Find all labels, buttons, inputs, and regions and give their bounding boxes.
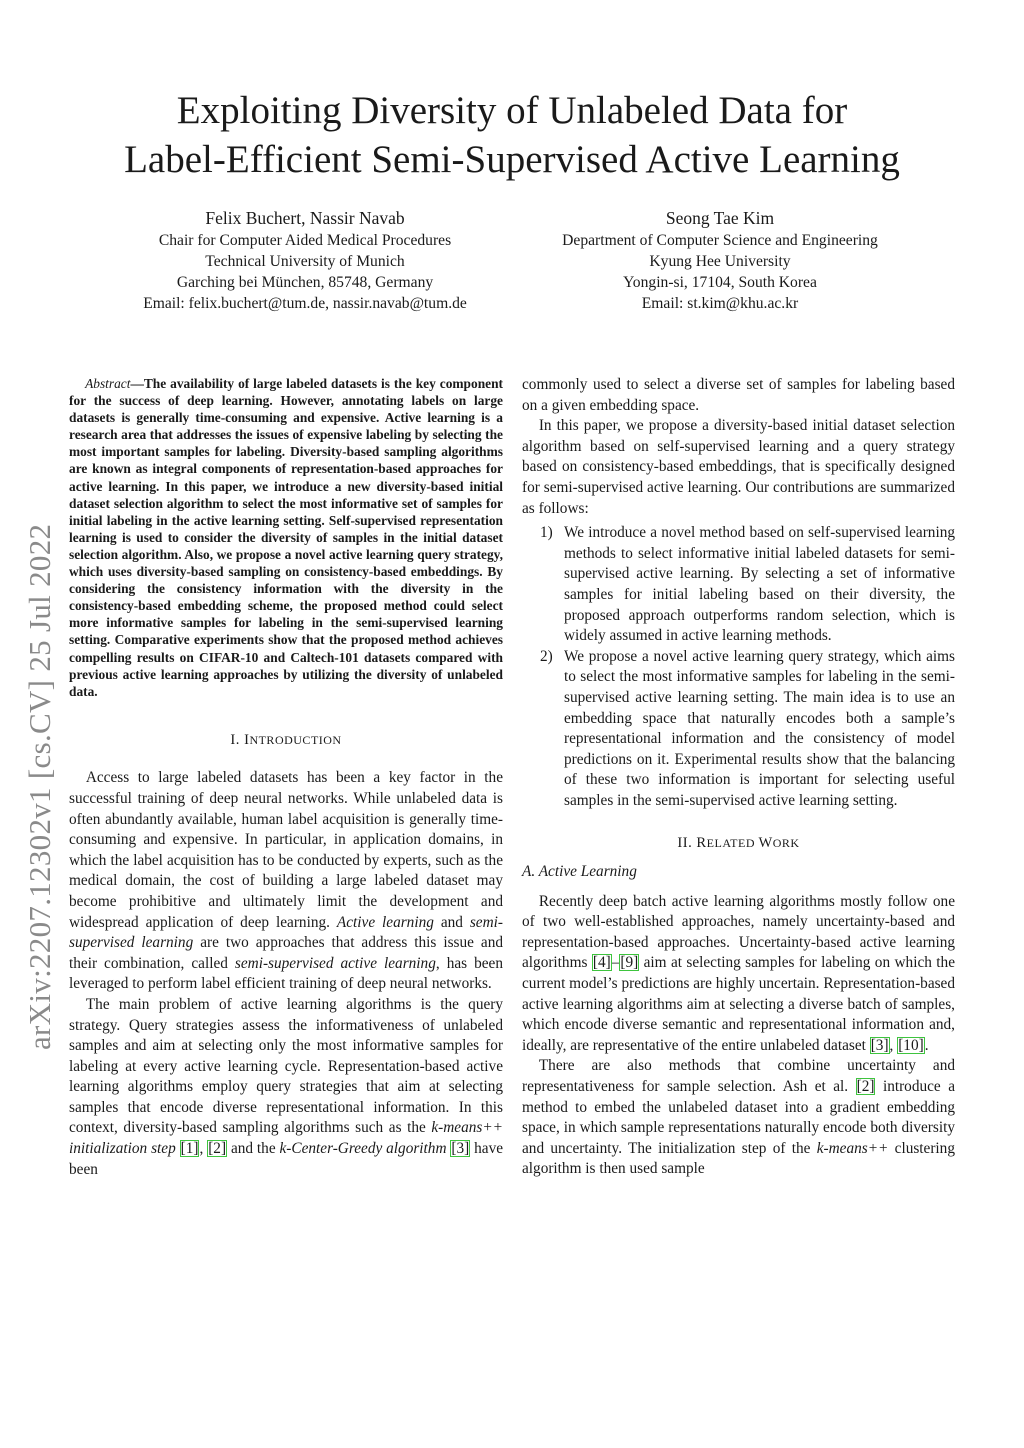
text-span: , xyxy=(199,1140,208,1158)
title-line-2: Label-Efficient Semi-Supervised Active Learning xyxy=(124,138,900,181)
affiliation-line: Yongin-si, 17104, South Korea xyxy=(623,274,817,291)
right-column xyxy=(522,375,955,1180)
subsection-heading-active-learning: A. Active Learning xyxy=(522,863,637,881)
text-span: are two approaches that address this issue and their combination, called xyxy=(69,934,503,972)
emphasis: semi-supervised active learning xyxy=(234,954,436,972)
citation-link[interactable]: [10] xyxy=(898,1036,924,1054)
emphasis: k-means++ xyxy=(816,1139,889,1157)
section-heading-related-work xyxy=(522,833,955,854)
affiliation-line: Department of Computer Science and Engineering xyxy=(562,232,878,249)
text-span: introduce a method to embed the unlabeled dataset into a gradient embedding space, in which sample representations naturally encode both diversity and uncertainty. The initialization step of the xyxy=(522,1078,955,1157)
affiliation-line: Garching bei München, 85748, Germany xyxy=(176,274,434,291)
author-block-right xyxy=(510,206,930,314)
author-block-left xyxy=(95,206,515,314)
citation-link[interactable]: [2] xyxy=(208,1140,227,1158)
emphasis: Active learning xyxy=(336,913,434,931)
list-number: 1) xyxy=(540,524,553,542)
paper-title xyxy=(60,86,964,184)
intro-paragraph-2 xyxy=(69,995,503,1180)
citation-link[interactable]: [2] xyxy=(856,1078,875,1095)
related-paragraph-2 xyxy=(522,1056,955,1180)
contributions-list xyxy=(522,523,955,811)
text-span: have been xyxy=(69,1140,504,1178)
intro-paragraph-1 xyxy=(69,768,503,995)
citation-link[interactable]: [9] xyxy=(620,954,639,972)
text-span: , has been leveraged to perform label efficient training of deep neural networks. xyxy=(69,954,503,993)
affiliation-line: Technical University of Munich xyxy=(205,253,405,270)
citation-link[interactable]: [3] xyxy=(451,1140,470,1158)
section-cap: R xyxy=(696,835,707,852)
list-item xyxy=(522,647,955,812)
left-column xyxy=(69,375,503,1180)
text-span: and the xyxy=(227,1140,280,1158)
intro-paragraph-3: In this paper, we propose a diversity-based initial dataset selection algorithm based on self-supervised learning and a query strategy based on consistency-based embeddings, that is specifically designed for semi-supervised active learning. Our contributions are summarized as follows: xyxy=(522,417,955,517)
author-email-left: Email: felix.buchert@tum.de, nassir.navab@tum.de xyxy=(143,295,467,312)
related-paragraph-1 xyxy=(522,892,955,1057)
section-number: I. xyxy=(230,731,245,748)
emphasis: semi-supervised learning xyxy=(69,913,503,952)
section-cap: W xyxy=(758,835,773,852)
author-email-right: Email: st.kim@khu.ac.kr xyxy=(641,295,799,312)
text-span: . xyxy=(924,1036,929,1054)
text-span: Recently deep batch active learning algorithms mostly follow one of two well-established approaches, namely uncertainty-based and representation-based approaches. Uncertainty-based active learning algorithms xyxy=(522,892,955,972)
abstract-lead: Abstract xyxy=(85,376,131,391)
title-line-1: Exploiting Diversity of Unlabeled Data for xyxy=(176,89,848,132)
list-text: We propose a novel active learning query strategy, which aims to select the most informative samples for labeling in the semi-supervised active learning setting. The main idea is to use an embedding space that naturally encodes both a sample’s representational information and the consistency of model predictions on it. Experimental results show that the balancing of these two information is important for selecting useful samples in the semi-supervised active learning setting. xyxy=(564,647,955,809)
section-cap: I xyxy=(244,731,250,748)
text-span: Access to large labeled datasets has been a key factor in the successful training of deep neural networks. While unlabeled data is often abundantly available, human label acquisition is generally time-consuming and expensive. In particular, in application domains, in which the label acquisition has to be conducted by experts, such as the medical domain, the cost of building a large labeled dataset may become prohibitive and ultimately limit the development and widespread application of deep learning. xyxy=(69,769,503,931)
list-number: 2) xyxy=(540,647,553,665)
text-span: There are also methods that combine uncertainty and representativeness for sample selection. Ash et al. xyxy=(522,1057,955,1095)
emphasis: k-means++ initialization step xyxy=(69,1119,503,1158)
list-item xyxy=(522,523,955,647)
emphasis: k-Center-Greedy algorithm xyxy=(279,1140,447,1158)
citation-link[interactable]: [4] xyxy=(592,954,611,972)
text-span: The main problem of active learning algorithms is the query strategy. Query strategies assess the informativeness of unlabeled samples and aim at selecting only the most informative samples for labeling at every active learning cycle. Representation-based active learning algorithms employ query strategies that aim at selecting samples that encode diverse representational information. In this context, diversity-based sampling algorithms such as the xyxy=(69,995,503,1137)
list-text: We introduce a novel method based on self-supervised learning methods to select informative initial labeled datasets for semi-supervised active learning. By selecting a set of informative samples for initial labeling based on their diversity, the proposed approach outperforms random selection, which is widely assumed in active learning methods. xyxy=(564,524,955,645)
text-span: – xyxy=(611,954,620,972)
section-number: II. xyxy=(677,835,697,852)
author-names-right: Seong Tae Kim xyxy=(665,208,775,228)
affiliation-line: Chair for Computer Aided Medical Procedures xyxy=(158,232,452,249)
section-smallcaps: NTRODUCTION xyxy=(249,732,342,747)
citation-link[interactable]: [1] xyxy=(180,1140,199,1158)
arxiv-stamp: arXiv:2207.12302v1 [cs.CV] 25 Jul 2022 xyxy=(22,523,57,1050)
text-span: clustering algorithm is then used sample xyxy=(522,1139,955,1178)
section-smallcaps: ORK xyxy=(772,836,800,851)
section-heading-introduction xyxy=(69,730,503,751)
abstract xyxy=(69,375,503,700)
abstract-text: —The availability of large labeled datasets is the key component for the success of deep learning. However, annotating labels on large datasets is generally time-consuming and expensive. Active learning is a research area that addresses the issues of expensive labeling by selecting the most important samples for labeling. Diversity-based sampling algorithms are known as integral components of representation-based approaches for active learning. In this paper, we introduce a new diversity-based initial dataset selection algorithm to select the most informative set of samples for initial labeling in the active learning setting. Self-supervised representation learning is used to consider the diversity of samples in the initial dataset selection algorithm. Also, we propose a novel active learning query strategy, which uses diversity-based sampling on consistency-based embeddings. By considering the consistency information with the diversity in the consistency-based embedding scheme, the proposed method could select more informative samples for labeling in the semi-supervised learning setting. Comparative experiments show that the proposed method achieves compelling results on CIFAR-10 and Caltech-101 datasets compared with previous active learning approaches by utilizing the diversity of unlabeled data. xyxy=(69,376,503,699)
text-span: aim at selecting samples for labeling on which the current model’s predictions are highly uncertain. Representation-based active learning algorithms aim at selecting a diverse batch of samples, which encode diverse semantic and representational information and, ideally, are representative of the entire unlabeled dataset xyxy=(522,954,955,1054)
affiliation-line: Kyung Hee University xyxy=(649,253,791,270)
text-span: , xyxy=(889,1036,898,1054)
text-span: and xyxy=(433,913,470,931)
author-names-left: Felix Buchert, Nassir Navab xyxy=(205,208,405,228)
intro-paragraph-2-continued: commonly used to select a diverse set of samples for labeling based on a given embedding space. xyxy=(522,376,955,414)
citation-link[interactable]: [3] xyxy=(870,1036,889,1054)
section-smallcaps: ELATED xyxy=(706,836,759,851)
